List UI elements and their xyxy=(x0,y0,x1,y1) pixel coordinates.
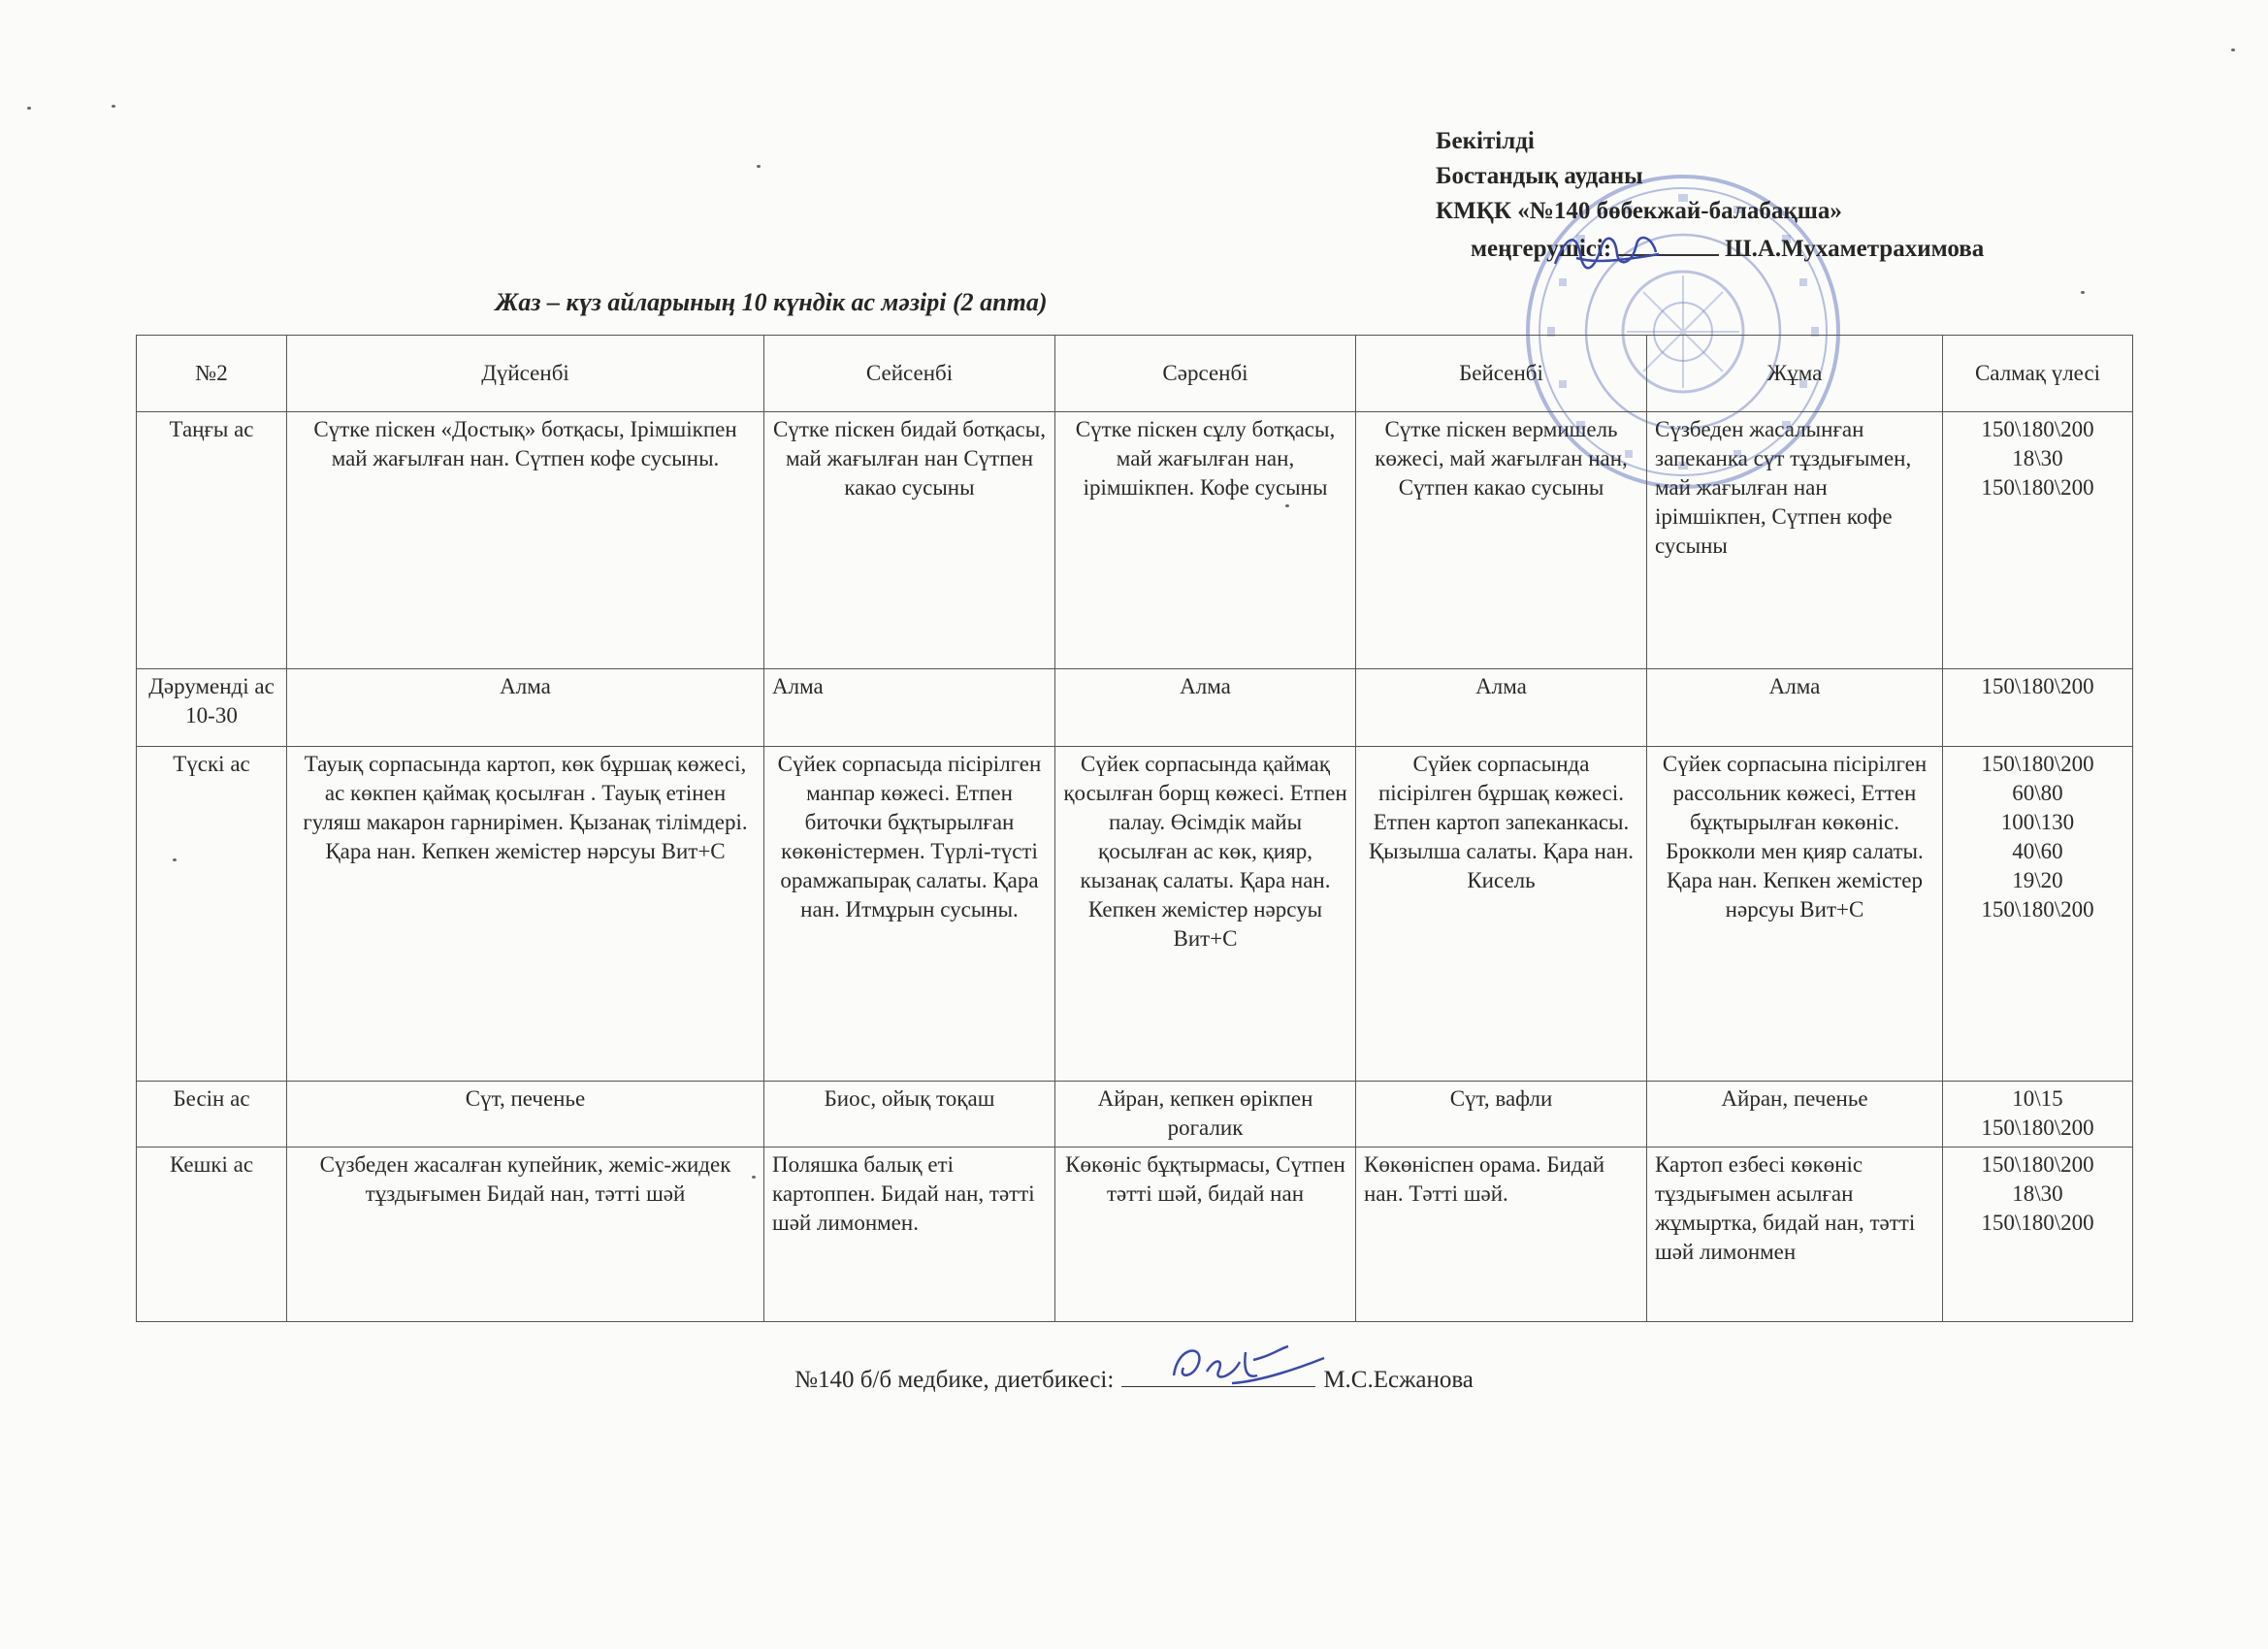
header-cell: Сәрсенбі xyxy=(1055,336,1356,412)
menu-table xyxy=(136,335,2133,1322)
footer-signature xyxy=(0,1363,2268,1394)
footer-name: М.С.Есжанова xyxy=(1323,1367,1474,1393)
head-name: Ш.А.Мухаметрахимова xyxy=(1725,236,1985,262)
scan-speck xyxy=(2081,291,2085,294)
weight-cell: 150\180\200 18\30 150\180\200 xyxy=(1943,412,2133,669)
header-cell: Бейсенбі xyxy=(1356,336,1647,412)
scan-speck xyxy=(173,858,177,861)
approval-line-district: Бостандық ауданы xyxy=(1436,163,1643,189)
weight-cell: 150\180\200 xyxy=(1943,669,2133,747)
scan-speck xyxy=(27,107,31,110)
scan-speck xyxy=(112,105,115,108)
footer-label: №140 б/б медбике, диетбикесі: xyxy=(794,1367,1115,1393)
header-cell: Салмақ үлесі xyxy=(1943,336,2133,412)
menu-cell: Алма xyxy=(1356,669,1647,747)
scan-speck xyxy=(2231,48,2235,51)
menu-title: Жаз – күз айларының 10 күндік ас мәзірі (2 апта) xyxy=(495,288,1048,316)
menu-cell: Алма xyxy=(1647,669,1943,747)
meal-name: Таңғы ас xyxy=(137,412,287,669)
meal-name: Кешкі ас xyxy=(137,1148,287,1322)
menu-cell: Сүтке піскен «Достық» ботқасы, Ірімшікпен май жағылған нан. Сүтпен кофе сусыны. xyxy=(287,412,764,669)
footer-signature-line xyxy=(1121,1363,1315,1387)
table-row xyxy=(137,412,2133,669)
menu-cell: Алма xyxy=(1055,669,1356,747)
menu-cell: Картоп езбесі көкөніс тұздығымен асылған жұмыртка, бидай нан, тәтті шәй лимонмен xyxy=(1647,1148,1943,1322)
menu-cell: Алма xyxy=(764,669,1055,747)
meal-name: Түскі ас xyxy=(137,747,287,1082)
meal-name: Дәруменді ас 10-30 xyxy=(137,669,287,747)
menu-cell: Сүзбеден жасалынған запеканка сүт тұздығымен, май жағылған нан ірімшікпен, Сүтпен кофе сусыны xyxy=(1647,412,1943,669)
menu-cell: Сүт, печенье xyxy=(287,1082,764,1148)
approval-line-head xyxy=(1436,229,2231,267)
scan-speck xyxy=(757,165,761,168)
header-cell: №2 xyxy=(137,336,287,412)
menu-cell: Поляшка балық еті картоппен. Бидай нан, тәтті шәй лимонмен. xyxy=(764,1148,1055,1322)
table-row xyxy=(137,747,2133,1082)
menu-cell: Айран, кепкен өрікпен рогалик xyxy=(1055,1082,1356,1148)
menu-cell: Сүт, вафли xyxy=(1356,1082,1647,1148)
menu-cell: Айран, печенье xyxy=(1647,1082,1943,1148)
weight-cell: 10\15 150\180\200 xyxy=(1943,1082,2133,1148)
menu-cell: Алма xyxy=(287,669,764,747)
table-row xyxy=(137,669,2133,747)
menu-cell: Сүтке піскен бидай ботқасы, май жағылған нан Сүтпен какао сусыны xyxy=(764,412,1055,669)
menu-cell: Сүйек сорпасына пісірілген рассольник көжесі, Еттен бұқтырылған көкөніс. Брокколи мен қияр салаты. Қара нан. Кепкен жемістер нәрсуы Вит+С xyxy=(1647,747,1943,1082)
header-cell: Дүйсенбі xyxy=(287,336,764,412)
menu-cell: Сүйек сорпасында пісірілген бұршақ көжесі. Етпен картоп запеканкасы. Қызылша салаты. Қара нан. Кисель xyxy=(1356,747,1647,1082)
menu-cell: Сүтке піскен сұлу ботқасы, май жағылған нан, ірімшікпен. Кофе сусыны xyxy=(1055,412,1356,669)
table-row xyxy=(137,1082,2133,1148)
meal-name: Бесін ас xyxy=(137,1082,287,1148)
table-row xyxy=(137,1148,2133,1322)
menu-cell: Биос, ойық тоқаш xyxy=(764,1082,1055,1148)
header-cell: Сейсенбі xyxy=(764,336,1055,412)
menu-cell: Сүтке піскен вермишель көжесі, май жағылған нан, Сүтпен какао сусыны xyxy=(1356,412,1647,669)
menu-cell: Көкөніспен орама. Бидай нан. Тәтті шәй. xyxy=(1356,1148,1647,1322)
approval-block xyxy=(1436,124,2231,267)
header-cell: Жұма xyxy=(1647,336,1943,412)
head-label: меңгерушісі: xyxy=(1471,236,1612,262)
menu-cell: Сүйек сорпасыда пісірілген манпар көжесі. Етпен биточки бұқтырылған көкөністермен. Түрлі-түсті орамжапырақ салаты. Қара нан. Итмұрын сусыны. xyxy=(764,747,1055,1082)
menu-cell: Сүзбеден жасалған купейник, жеміс-жидек тұздығымен Бидай нан, тәтті шәй xyxy=(287,1148,764,1322)
menu-cell: Тауық сорпасында картоп, көк бұршақ көжесі, ас көкпен қаймақ қосылған . Тауық етінен гуляш макарон гарнирімен. Қызанақ тілімдері. Қара нан. Кепкен жемістер нәрсуы Вит+С xyxy=(287,747,764,1082)
menu-cell: Сүйек сорпасында қаймақ қосылған борщ көжесі. Етпен палау. Өсімдік майы қосылған ас көк, қияр, кызанақ салаты. Қара нан. Кепкен жемістер нәрсуы Вит+С xyxy=(1055,747,1356,1082)
approval-line-institution: КМҚК «№140 бөбекжай-балабақша» xyxy=(1436,198,1842,224)
table-header-row xyxy=(137,336,2133,412)
scan-speck xyxy=(752,1176,756,1179)
head-signature-line xyxy=(1617,229,1719,256)
scan-speck xyxy=(1285,504,1289,507)
approval-line-approved: Бекітілді xyxy=(1436,128,1535,154)
weight-cell: 150\180\200 60\80 100\130 40\60 19\20 150\180\200 xyxy=(1943,747,2133,1082)
menu-cell: Көкөніс бұқтырмасы, Сүтпен тәтті шәй, бидай нан xyxy=(1055,1148,1356,1322)
weight-cell: 150\180\200 18\30 150\180\200 xyxy=(1943,1148,2133,1322)
